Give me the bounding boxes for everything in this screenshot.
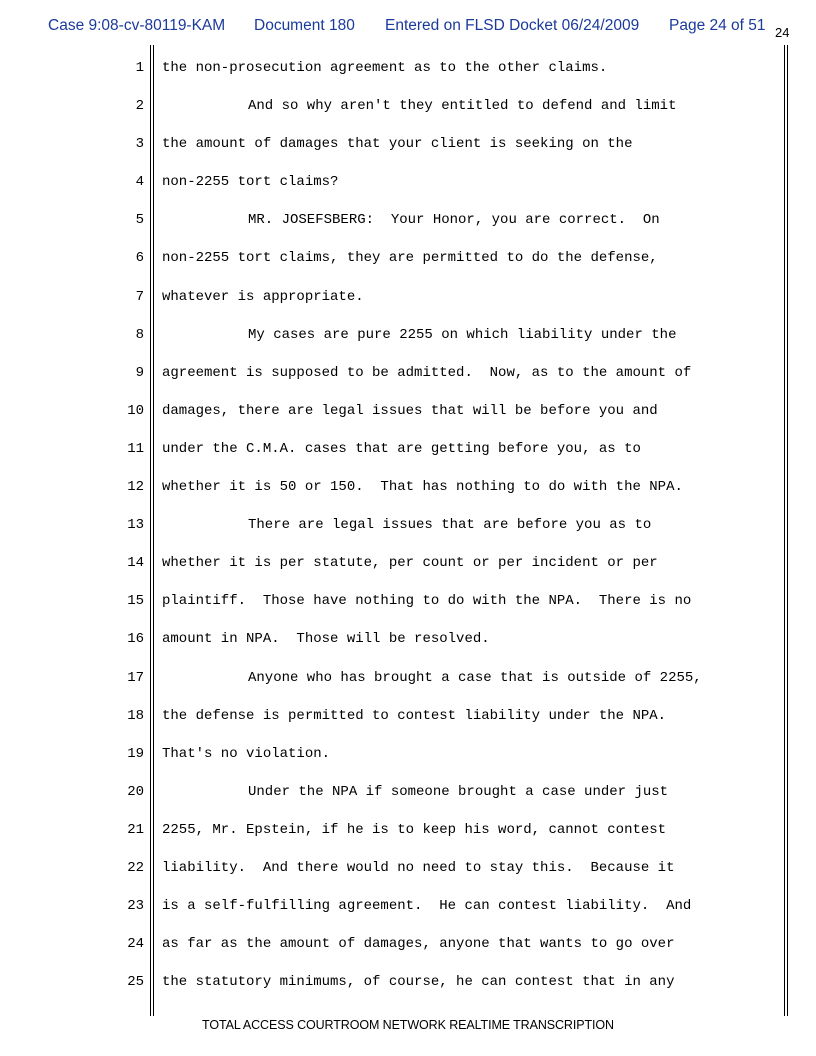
transcript-line — [0, 704, 816, 742]
line-number: 5 — [135, 212, 144, 229]
transcript-line — [0, 970, 816, 1008]
transcript-line — [0, 513, 816, 551]
transcript-line — [0, 818, 816, 856]
transcript-line — [0, 551, 816, 589]
transcript-line — [0, 285, 816, 323]
line-number: 10 — [127, 402, 144, 419]
transcript-line — [0, 170, 816, 208]
line-number: 15 — [127, 593, 144, 610]
line-text: 2255, Mr. Epstein, if he is to keep his word, cannot contest — [162, 821, 667, 838]
line-number: 6 — [135, 250, 144, 267]
line-text: whether it is per statute, per count or per incident or per — [162, 555, 658, 572]
line-number: 7 — [135, 288, 144, 305]
transcript-body — [0, 56, 816, 1008]
document-number: Document 180 — [254, 17, 355, 34]
transcript-footer: TOTAL ACCESS COURTROOM NETWORK REALTIME TRANSCRIPTION — [202, 1018, 614, 1032]
line-number: 9 — [135, 364, 144, 381]
transcript-line — [0, 932, 816, 970]
transcript-line — [0, 666, 816, 704]
transcript-line — [0, 589, 816, 627]
line-text: damages, there are legal issues that will be before you and — [162, 402, 658, 419]
line-number: 1 — [135, 60, 144, 76]
line-text: agreement is supposed to be admitted. Now, as to the amount of — [162, 364, 692, 381]
line-number: 21 — [127, 821, 144, 838]
transcript-line — [0, 856, 816, 894]
transcript-line — [0, 323, 816, 361]
line-text: the non-prosecution agreement as to the other claims. — [162, 60, 608, 76]
line-text: is a self-fulfilling agreement. He can contest liability. And — [162, 898, 692, 915]
line-number: 3 — [135, 136, 144, 153]
line-text: the defense is permitted to contest liability under the NPA. — [162, 707, 667, 724]
line-number: 24 — [127, 936, 144, 953]
transcript-line — [0, 399, 816, 437]
page-count: Page 24 of 51 — [669, 17, 766, 34]
line-text: as far as the amount of damages, anyone that wants to go over — [162, 936, 675, 953]
line-text: the amount of damages that your client is seeking on the — [162, 136, 633, 153]
line-number: 25 — [127, 974, 144, 991]
line-text: non-2255 tort claims? — [162, 174, 339, 191]
line-text: liability. And there would no need to stay this. Because it — [162, 859, 675, 876]
transcript-page-number: 24 — [775, 25, 790, 40]
transcript-line — [0, 246, 816, 284]
line-number: 12 — [127, 479, 144, 496]
transcript-line — [0, 132, 816, 170]
line-text: whatever is appropriate. — [162, 288, 364, 305]
line-number: 2 — [135, 98, 144, 115]
line-number: 19 — [127, 745, 144, 762]
transcript-line — [0, 742, 816, 780]
line-text: plaintiff. Those have nothing to do with the NPA. There is no — [162, 593, 692, 610]
transcript-line — [0, 94, 816, 132]
line-number: 18 — [127, 707, 144, 724]
line-text: Anyone who has brought a case that is outside of 2255, — [248, 669, 702, 686]
line-number: 17 — [127, 669, 144, 686]
line-text: That's no violation. — [162, 745, 331, 762]
line-number: 11 — [127, 440, 144, 457]
docket-header — [0, 17, 816, 41]
line-number: 13 — [127, 517, 144, 534]
line-number: 14 — [127, 555, 144, 572]
line-text: Under the NPA if someone brought a case under just — [248, 783, 669, 800]
transcript-line — [0, 627, 816, 665]
line-text: under the C.M.A. cases that are getting before you, as to — [162, 440, 641, 457]
line-number: 20 — [127, 783, 144, 800]
line-number: 16 — [127, 631, 144, 648]
line-text: MR. JOSEFSBERG: Your Honor, you are correct. On — [248, 212, 660, 229]
transcript-line — [0, 475, 816, 513]
line-text: My cases are pure 2255 on which liability under the — [248, 326, 677, 343]
line-number: 22 — [127, 859, 144, 876]
line-text: non-2255 tort claims, they are permitted to do the defense, — [162, 250, 658, 267]
line-number: 23 — [127, 898, 144, 915]
transcript-line — [0, 894, 816, 932]
transcript-line — [0, 361, 816, 399]
transcript-line — [0, 437, 816, 475]
line-text: amount in NPA. Those will be resolved. — [162, 631, 490, 648]
case-number: Case 9:08-cv-80119-KAM — [48, 17, 226, 34]
transcript-line — [0, 780, 816, 818]
line-number: 8 — [135, 326, 144, 343]
line-text: And so why aren't they entitled to defend and limit — [248, 98, 677, 115]
transcript-line — [0, 208, 816, 246]
docket-entry-date: Entered on FLSD Docket 06/24/2009 — [385, 17, 640, 34]
line-number: 4 — [135, 174, 144, 191]
transcript-line — [0, 56, 816, 94]
line-text: whether it is 50 or 150. That has nothing to do with the NPA. — [162, 479, 683, 496]
line-text: There are legal issues that are before you as to — [248, 517, 652, 534]
line-text: the statutory minimums, of course, he can contest that in any — [162, 974, 675, 991]
